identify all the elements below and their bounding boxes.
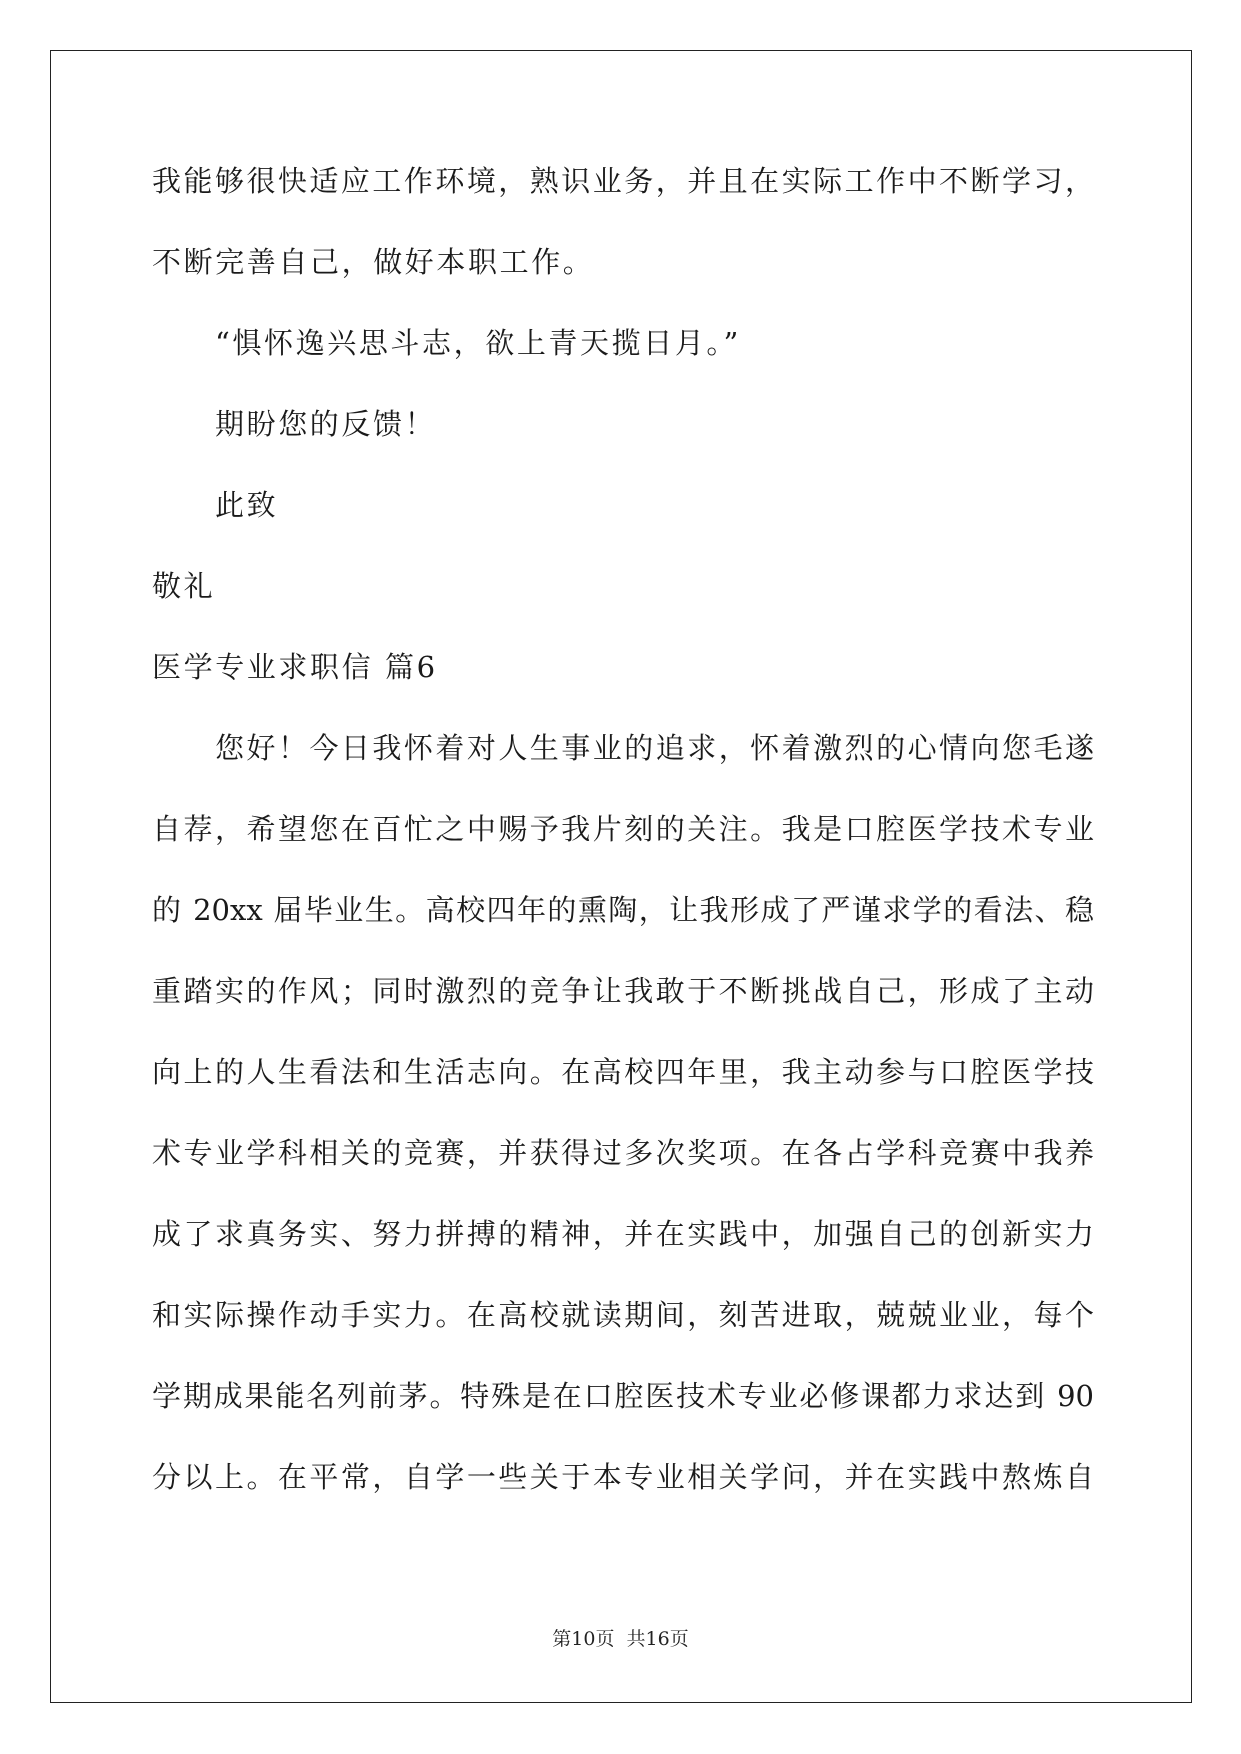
text-line: 分以上。在平常，自学一些关于本专业相关学问，并在实践中熬炼自 [152, 1460, 1094, 1494]
text-line: 术专业学科相关的竞赛，并获得过多次奖项。在各占学科竞赛中我养 [152, 1136, 1094, 1170]
text-line: “惧怀逸兴思斗志，欲上青天揽日月。” [215, 326, 741, 360]
footer-prefix: 第 [552, 1628, 572, 1650]
text-line: 期盼您的反馈！ [215, 407, 437, 441]
text-line: 不断完善自己，做好本职工作。 [152, 245, 595, 279]
footer-mid: 页 共 [595, 1628, 646, 1650]
text-line: 的 20xx 届毕业生。高校四年的熏陶，让我形成了严谨求学的看法、稳 [152, 893, 1094, 927]
document-body [152, 161, 1094, 1538]
text-line: 向上的人生看法和生活志向。在高校四年里，我主动参与口腔医学技 [152, 1055, 1094, 1089]
text-line: 学期成果能名列前茅。特殊是在口腔医技术专业必修课都力求达到 90 [152, 1379, 1094, 1413]
text-line: 医学专业求职信 篇6 [152, 650, 438, 684]
footer-current-page: 10 [571, 1628, 596, 1650]
page-footer [0, 1624, 1241, 1651]
text-line: 我能够很快适应工作环境，熟识业务，并且在实际工作中不断学习， [152, 164, 1094, 198]
footer-total-pages: 16 [645, 1628, 670, 1650]
text-line: 敬礼 [152, 569, 216, 603]
footer-suffix: 页 [669, 1628, 689, 1650]
text-line: 自荐，希望您在百忙之中赐予我片刻的关注。我是口腔医学技术专业 [152, 812, 1094, 846]
text-line: 您好！今日我怀着对人生事业的追求，怀着激烈的心情向您毛遂 [215, 731, 1094, 765]
text-line: 成了求真务实、努力拼搏的精神，并在实践中，加强自己的创新实力 [152, 1217, 1094, 1251]
text-line: 此致 [215, 488, 279, 522]
text-line: 和实际操作动手实力。在高校就读期间，刻苦进取，兢兢业业，每个 [152, 1298, 1094, 1332]
text-line: 重踏实的作风；同时激烈的竞争让我敢于不断挑战自己，形成了主动 [152, 974, 1094, 1008]
